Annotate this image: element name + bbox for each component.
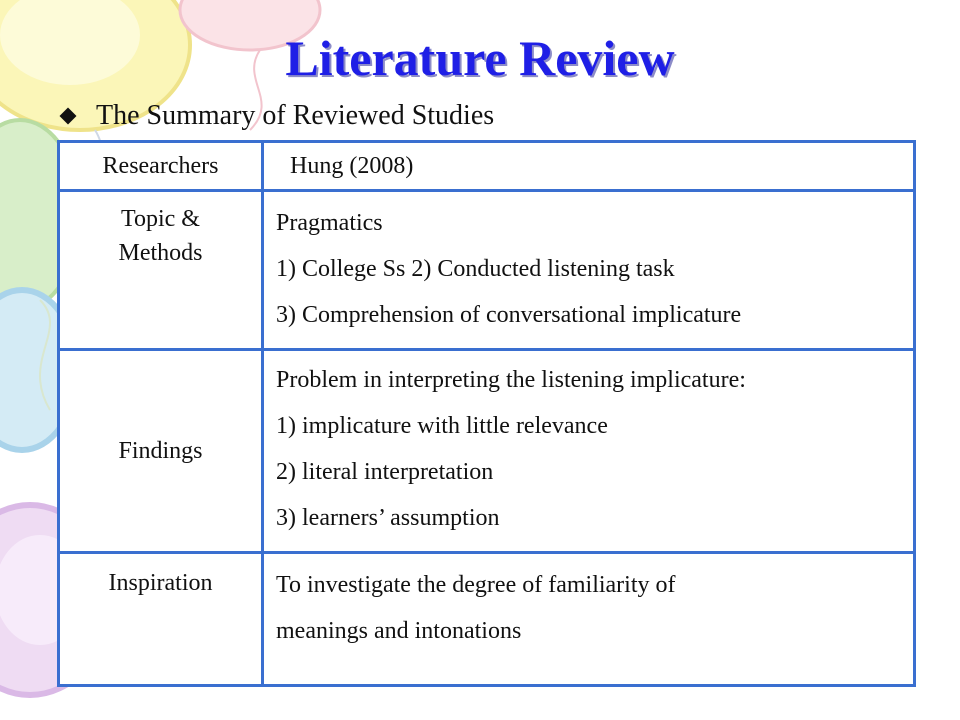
content-line: Pragmatics [276,210,383,236]
row-label-findings [59,350,263,553]
summary-table [57,140,916,687]
label-line: Researchers [102,153,219,179]
content-line: meanings and intonations [276,618,522,644]
row-label-topic-methods [59,191,263,350]
content-line: 3) Comprehension of conversational implicature [276,302,742,328]
label-line: Topic & [121,206,200,232]
row-label-inspiration [59,553,263,686]
diamond-bullet-icon [60,108,77,125]
row-content-findings [263,350,915,553]
content-line: 3) learners’ assumption [276,505,500,531]
content-line: 1) implicature with little relevance [276,413,608,439]
content-line: 2) literal interpretation [276,459,494,485]
row-content-inspiration [263,553,915,686]
row-content-topic-methods [263,191,915,350]
subtitle-text: The Summary of Reviewed Studies [96,100,495,131]
content-line: To investigate the degree of familiarity of [276,572,676,598]
slide-title: Literature Review [285,30,675,86]
table-row-findings [59,350,915,553]
row-content-researchers [263,142,915,191]
label-line: Methods [118,240,203,266]
content-line: 1) College Ss 2) Conducted listening task [276,256,675,282]
content-line: Problem in interpreting the listening implicature: [276,367,746,393]
row-label-researchers [59,142,263,191]
table-row-topic-methods [59,191,915,350]
slide-subtitle [60,96,494,136]
label-line: Inspiration [108,570,213,596]
content-line: Hung (2008) [290,153,414,179]
table-row-inspiration [59,553,915,686]
table-row-researchers [59,142,915,191]
label-line: Findings [118,438,203,464]
